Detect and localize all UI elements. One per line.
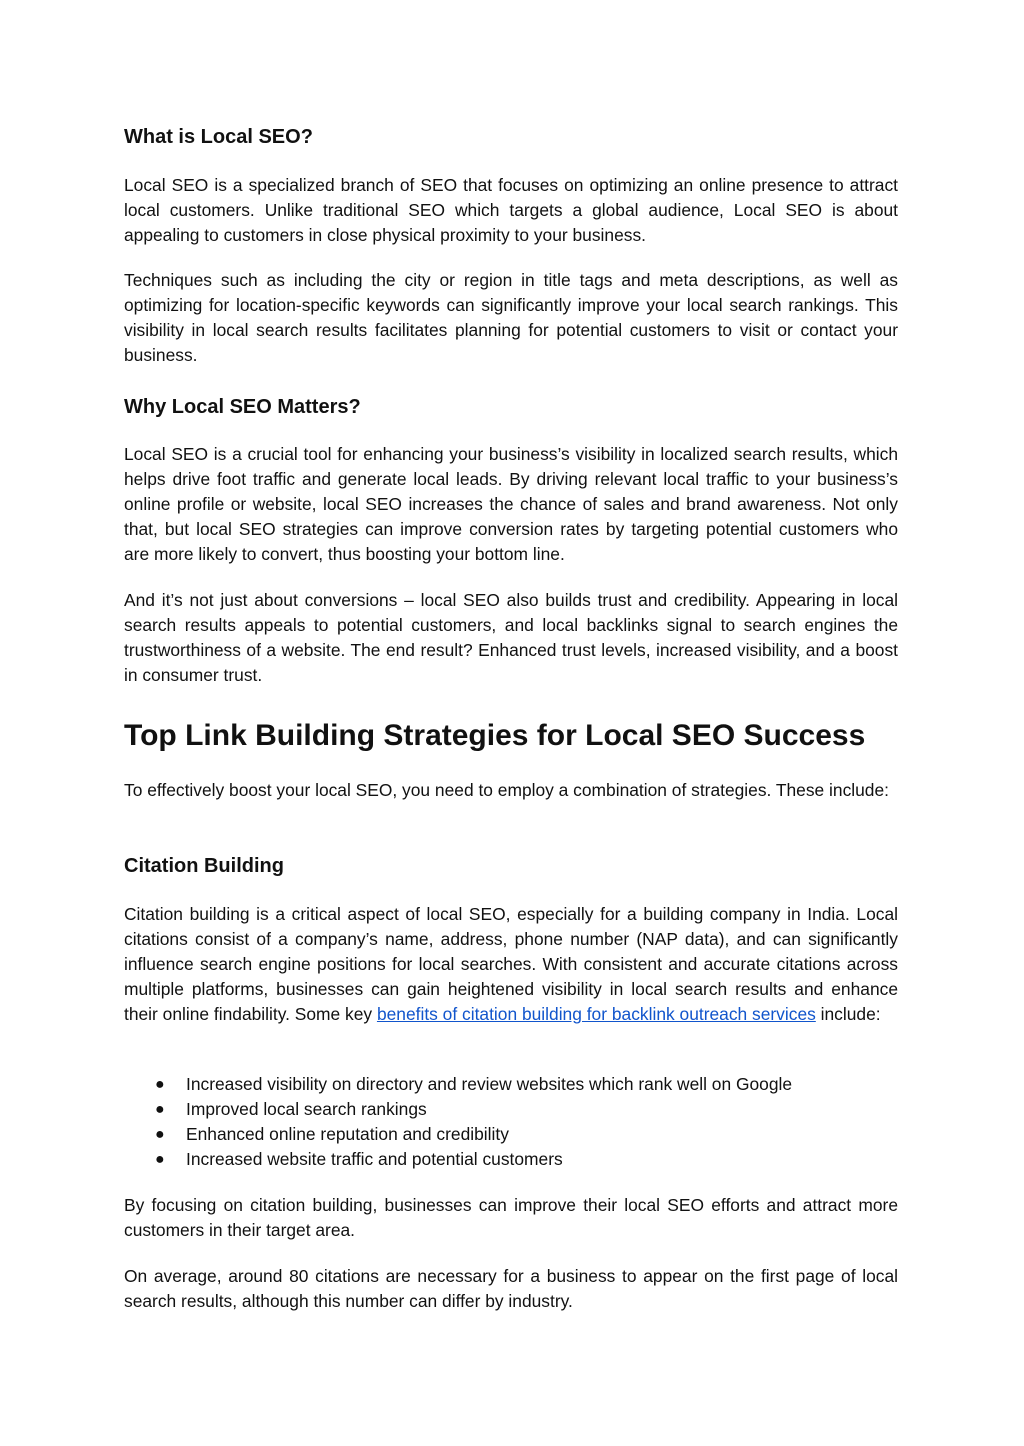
heading-top-link-building-strategies: Top Link Building Strategies for Local SEO Success xyxy=(124,719,866,752)
list-item xyxy=(124,1122,898,1147)
list-item-text: Enhanced online reputation and credibility xyxy=(186,1124,509,1144)
paragraph-why-matters-2: And it’s not just about conversions – local SEO also builds trust and credibility. Appearing in local search results appeals to potential customers, and local backlinks signal to search engines the trustworthiness of a website. The end result? Enhanced trust levels, increased visibility, and a boost in consumer trust. xyxy=(124,590,898,685)
list-item-text: Increased website traffic and potential customers xyxy=(186,1149,563,1169)
benefits-of-citation-building-link[interactable]: benefits of citation building for backlink outreach services xyxy=(376,1004,816,1024)
paragraph-why-matters-1: Local SEO is a crucial tool for enhancing your business’s visibility in localized search results, which helps drive foot traffic and generate local leads. By driving relevant local traffic to your business’s online profile or website, local SEO increases the chance of sales and brand awareness. Not only that, but local SEO strategies can improve conversion rates by targeting potential customers who are more likely to convert, thus boosting your bottom line. xyxy=(124,444,898,564)
bullet-dot-icon: ● xyxy=(155,1126,165,1143)
bullet-dot-icon: ● xyxy=(155,1151,165,1168)
bullet-dot-icon: ● xyxy=(155,1076,165,1093)
heading-why-local-seo-matters: Why Local SEO Matters? xyxy=(124,396,361,418)
list-item xyxy=(124,1072,898,1097)
bullet-dot-icon: ● xyxy=(155,1101,165,1118)
heading-what-is-local-seo: What is Local SEO? xyxy=(124,126,313,148)
paragraph-citation-1-text-before: Citation building is a critical aspect of local SEO, especially for a building company in India. Local citations consist of a company’s name, address, phone number (NAP data), and can significantly influence search engine positions for local searches. With consistent and accurate citations across multiple platforms, businesses can gain heightened visibility in local search results and enhance their online findability. Some key xyxy=(124,904,898,1024)
list-item xyxy=(124,1097,898,1122)
paragraph-what-is-1: Local SEO is a specialized branch of SEO that focuses on optimizing an online presence to attract local customers. Unlike traditional SEO which targets a global audience, Local SEO is about appealing to customers in close physical proximity to your business. xyxy=(124,175,898,245)
paragraph-citation-1 xyxy=(124,902,898,1027)
citation-benefits-list xyxy=(124,1072,898,1172)
paragraph-strategies-intro: To effectively boost your local SEO, you need to employ a combination of strategies. These include: xyxy=(124,780,889,800)
paragraph-what-is-2: Techniques such as including the city or region in title tags and meta descriptions, as well as optimizing for location-specific keywords can significantly improve your local search rankings. This visibility in local search results facilitates planning for potential customers to visit or contact your business. xyxy=(124,270,898,365)
paragraph-citation-3: On average, around 80 citations are necessary for a business to appear on the first page of local search results, although this number can differ by industry. xyxy=(124,1266,898,1311)
list-item xyxy=(124,1147,898,1172)
paragraph-citation-2: By focusing on citation building, businesses can improve their local SEO efforts and attract more customers in their target area. xyxy=(124,1195,898,1240)
list-item-text: Increased visibility on directory and review websites which rank well on Google xyxy=(186,1074,793,1094)
list-item-text: Improved local search rankings xyxy=(186,1099,427,1119)
paragraph-citation-1-text-after: include: xyxy=(815,1004,881,1024)
heading-citation-building: Citation Building xyxy=(124,855,284,877)
